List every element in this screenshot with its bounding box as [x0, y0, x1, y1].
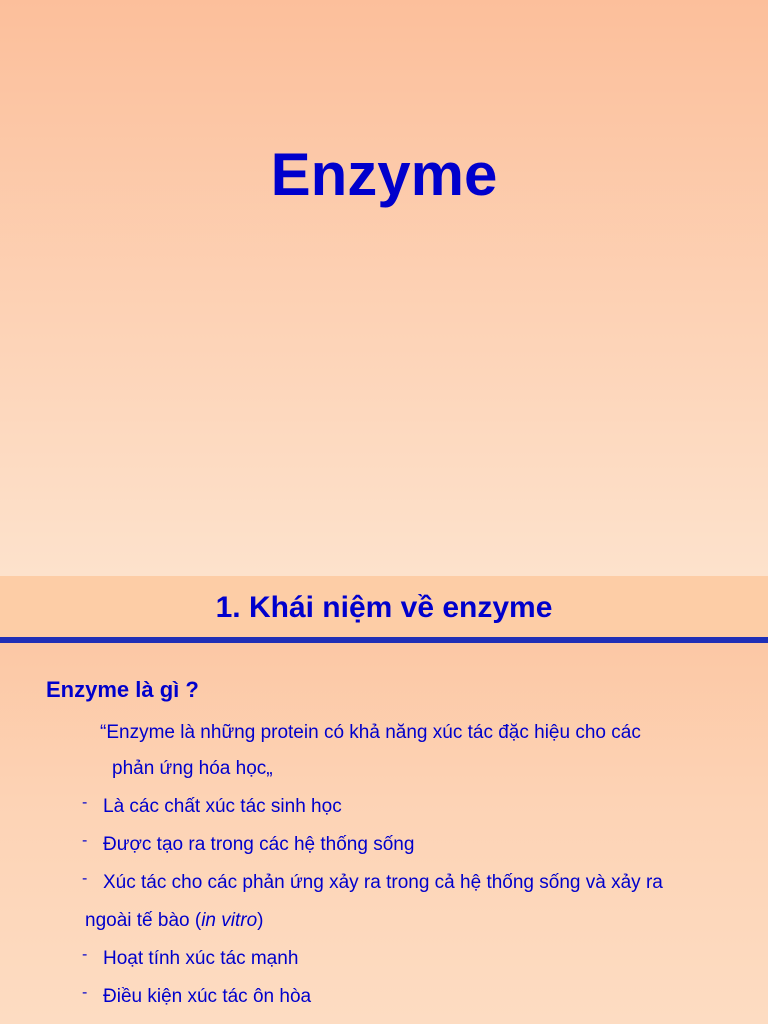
header-divider — [0, 637, 768, 643]
list-item-text: Xúc tác cho các phản ứng xảy ra trong cả hệ thống sống và xảy ra — [103, 872, 663, 893]
continuation-italic: in vitro — [201, 910, 258, 931]
bullet-dash: - — [82, 870, 88, 887]
list-item — [82, 978, 742, 1016]
list-item — [82, 826, 742, 864]
list-item — [82, 940, 742, 978]
bullet-list — [82, 788, 742, 1016]
list-item-text: Hoạt tính xúc tác mạnh — [103, 948, 299, 969]
question-heading: Enzyme là gì ? — [46, 677, 199, 702]
content-slide — [0, 576, 768, 1024]
definition-quote — [100, 715, 740, 787]
bullet-dash: - — [82, 984, 88, 1001]
continuation-prefix: ngoài tế bào ( — [85, 910, 202, 931]
list-item-continuation — [85, 902, 742, 940]
slide-title: Enzyme — [270, 141, 498, 208]
list-item-text: Điều kiện xúc tác ôn hòa — [103, 986, 312, 1007]
section-header — [0, 576, 768, 638]
bullet-dash: - — [82, 794, 88, 811]
definition-line-1: “Enzyme là những protein có khả năng xúc tác đặc hiệu cho các — [100, 722, 641, 743]
section-title: 1. Khái niệm về enzyme — [215, 591, 553, 624]
bullet-dash: - — [82, 946, 88, 963]
list-item — [82, 788, 742, 826]
continuation-suffix: ) — [257, 910, 264, 931]
bullet-dash: - — [82, 832, 88, 849]
list-item-text: Được tạo ra trong các hệ thống sống — [103, 834, 415, 855]
list-item — [82, 864, 742, 940]
definition-line-2: phản ứng hóa học„ — [112, 758, 273, 779]
list-item-text: Là các chất xúc tác sinh học — [103, 796, 342, 817]
